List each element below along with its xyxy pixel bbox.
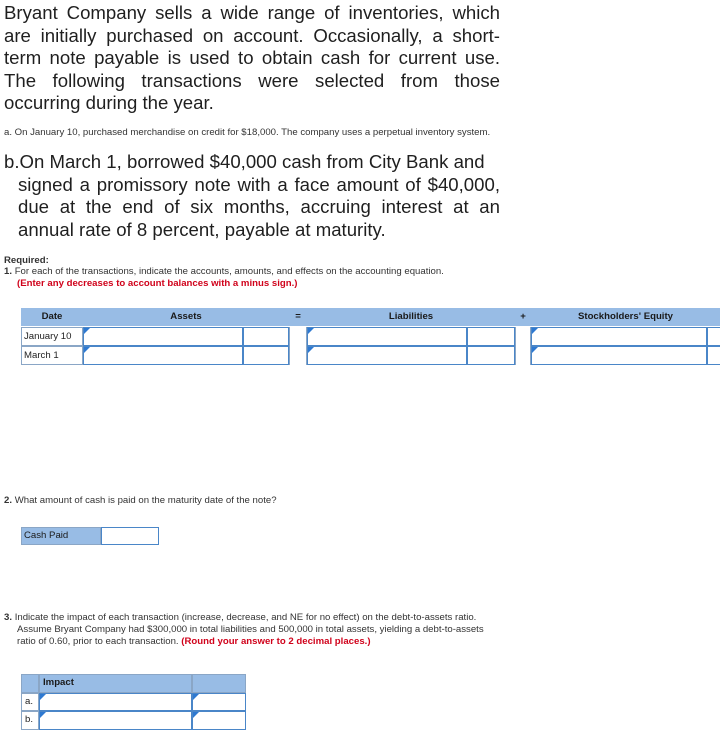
dropdown-arrow-icon — [40, 712, 46, 718]
dropdown-arrow-icon — [532, 328, 538, 334]
account-dropdown[interactable] — [83, 327, 243, 346]
operator-cell — [515, 327, 531, 346]
account-dropdown[interactable] — [307, 346, 467, 365]
operator-cell — [289, 327, 307, 346]
intro-paragraph: Bryant Company sells a wide range of inventories, which are initially purchased on account. Occasionally, a short-term note payable is used to obtain cash for current use. The following transactions were selected from those occurring during the year. — [4, 2, 500, 113]
dropdown-arrow-icon — [193, 712, 199, 718]
operator-cell — [515, 346, 531, 365]
row-date: March 1 — [21, 346, 83, 365]
transaction-b-rest: signed a promissory note with a face amount of $40,000, due at the end of six months, accruing interest at an annual rate of 8 percent, payable at maturity. — [18, 173, 500, 240]
operator-cell — [289, 346, 307, 365]
impact-row-label: a. — [21, 693, 39, 711]
dropdown-arrow-icon — [532, 347, 538, 353]
impact-header: Impact — [39, 674, 192, 693]
header-plus: + — [515, 308, 531, 326]
account-dropdown[interactable] — [531, 346, 707, 365]
amount-input[interactable] — [467, 346, 515, 365]
dropdown-arrow-icon — [193, 694, 199, 700]
amount-input[interactable] — [707, 346, 720, 365]
impact-row-label: b. — [21, 711, 39, 730]
cash-paid-input[interactable] — [101, 527, 159, 545]
equation-table — [21, 308, 720, 366]
q2-number: 2. — [4, 495, 13, 506]
ratio-input[interactable] — [192, 711, 246, 730]
impact-header-blank-2 — [192, 674, 246, 693]
q3-text: Indicate the impact of each transaction (increase, decrease, and NE for no effect) on the debt-to-assets ratio. Assume Bryant Company had $300,000 in total liabilities and 500,000 in total assets, yielding a debt-to-assets ratio of 0.60, prior to each transaction. — [14, 612, 484, 647]
q3-number: 3. — [4, 612, 13, 623]
dropdown-arrow-icon — [84, 328, 90, 334]
q2-text: What amount of cash is paid on the maturity date of the note? — [14, 495, 277, 506]
account-dropdown[interactable] — [307, 327, 467, 346]
account-dropdown[interactable] — [531, 327, 707, 346]
transaction-a: a. On January 10, purchased merchandise on credit for $18,000. The company uses a perpetual inventory system. — [4, 127, 491, 138]
amount-input[interactable] — [467, 327, 515, 346]
q1-text: For each of the transactions, indicate the accounts, amounts, and effects on the accounting equation. — [14, 266, 444, 277]
q3-note: (Round your answer to 2 decimal places.) — [181, 636, 371, 647]
q2-line — [4, 495, 277, 507]
q1-number: 1. — [4, 266, 13, 277]
header-liabilities: Liabilities — [307, 308, 515, 326]
required-heading: Required: — [4, 255, 49, 266]
ratio-input[interactable] — [192, 693, 246, 711]
cash-paid-label: Cash Paid — [21, 527, 101, 545]
dropdown-arrow-icon — [308, 347, 314, 353]
q3-text-block — [4, 612, 504, 648]
impact-header-blank — [21, 674, 39, 693]
transaction-b — [4, 151, 500, 241]
dropdown-arrow-icon — [308, 328, 314, 334]
impact-dropdown[interactable] — [39, 711, 192, 730]
row-date: January 10 — [21, 327, 83, 346]
q1-line — [4, 266, 444, 278]
dropdown-arrow-icon — [40, 694, 46, 700]
impact-table — [21, 674, 246, 730]
transaction-b-lead: b.On March 1, borrowed $40,000 cash from City Bank and — [4, 151, 485, 172]
account-dropdown[interactable] — [83, 346, 243, 365]
amount-input[interactable] — [243, 327, 289, 346]
header-equity: Stockholders' Equity — [531, 308, 720, 326]
amount-input[interactable] — [243, 346, 289, 365]
header-equals: = — [289, 308, 307, 326]
amount-input[interactable] — [707, 327, 720, 346]
dropdown-arrow-icon — [84, 347, 90, 353]
impact-dropdown[interactable] — [39, 693, 192, 711]
header-assets: Assets — [83, 308, 289, 326]
q1-note: (Enter any decreases to account balances with a minus sign.) — [17, 278, 298, 289]
header-date: Date — [21, 308, 83, 326]
